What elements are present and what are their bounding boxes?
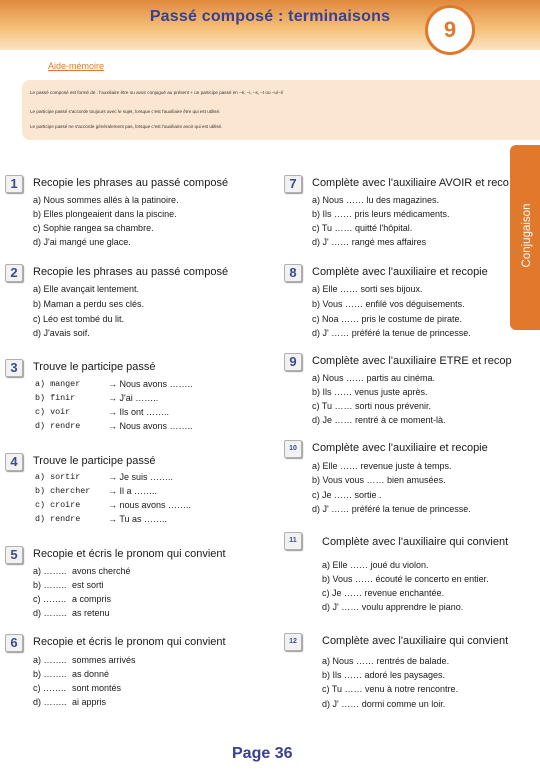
answer-item: → Tu as …….. [108,514,168,524]
verb-item: c) croire [35,500,81,510]
exercise-title-8: Complète avec l'auxiliaire et recopie [312,266,488,278]
verb-phrase: as retenu [72,608,110,618]
exercise-title-11: Complète avec l'auxiliaire qui convient [322,536,509,548]
exercise-line: b) Ils …… pris leurs médicaments. [312,209,450,219]
exercise-line: b) Ils …… venus juste après. [312,387,428,397]
verb-phrase: as donné [72,669,110,679]
answer-item: → Nous avons …….. [108,379,193,389]
exercise-line: a) Nous sommes allés à la patinoire. [33,195,179,205]
exercise-number-12: 12 [284,633,302,651]
exercise-line: a) Nous …… lu des magazines. [312,195,440,205]
verb-item: a) sortir [35,472,81,482]
verb-phrase: sommes arrivés [72,655,136,665]
verb-phrase: est sorti [72,580,104,590]
exercise-title-5: Recopie et écris le pronom qui convient [33,548,226,560]
exercise-line: c) Je …… sortie . [312,490,382,500]
verb-item: a) manger [35,379,81,389]
exercise-line: a) Nous …… rentrés de balade. [322,656,450,666]
verb-item: d) rendre [35,514,81,524]
exercise-line: a) Elle avançait lentement. [33,284,140,294]
memo-box [22,80,540,140]
exercise-line: a) Elle …… joué du violon. [322,560,429,570]
exercise-line: b) Vous vous …… bien amusées. [312,475,446,485]
exercise-line: c) Tu …… quitté l'hôpital. [312,223,413,233]
exercise-line: c) Sophie rangea sa chambre. [33,223,154,233]
chapter-number-badge: 9 [425,5,475,55]
exercise-line: c) Tu …… venu à notre rencontre. [322,684,459,694]
exercise-line: a) Elle …… revenue juste à temps. [312,461,452,471]
page-title: Passé composé : terminaisons [149,8,391,25]
exercise-line: c) Léo est tombé du lit. [33,314,125,324]
blank-item: c) …….. [33,594,66,604]
exercise-line: d) J' …… rangé mes affaires [312,237,427,247]
blank-item: b) …….. [33,580,67,590]
exercise-line: b) Elles plongeaient dans la piscine. [33,209,177,219]
exercise-line: a) Elle …… sorti ses bijoux. [312,284,423,294]
exercise-title-9: Complète avec l'auxiliaire ETRE et recop [312,355,512,367]
exercise-number-7: 7 [284,175,302,193]
exercise-number-1: 1 [5,175,23,193]
exercise-line: d) J' …… préféré la tenue de princesse. [312,504,471,514]
page-number: Page 36 [232,745,293,762]
exercise-line: d) J' …… dormi comme un loir. [322,699,446,709]
exercise-line: a) Nous …… partis au cinéma. [312,373,436,383]
exercise-number-3: 3 [5,359,23,377]
exercise-line: c) Tu …… sorti nous prévenir. [312,401,432,411]
blank-item: a) …….. [33,566,67,576]
exercise-number-4: 4 [5,453,23,471]
exercise-title-12: Complète avec l'auxiliaire qui convient [322,635,509,647]
memo-line: Le passé composé est formé de : l'auxiliaire être ou avoir conjugué au présent + un participe passé en –é, –i, –s, –t ou –u/–i/ [30,90,284,95]
exercise-line: c) Je …… revenue enchantée. [322,588,445,598]
exercise-number-2: 2 [5,264,23,282]
memo-title: Aide-mémoire [48,61,105,71]
exercise-title-1: Recopie les phrases au passé composé [33,177,229,189]
verb-phrase: ai appris [72,697,107,707]
exercise-line: d) J' …… préféré la tenue de princesse. [312,328,471,338]
answer-item: → Ils ont …….. [108,407,170,417]
exercise-line: b) Vous …… enfilé vos déguisements. [312,299,465,309]
exercise-title-7: Complète avec l'auxiliaire AVOIR et reco [312,177,509,189]
memo-line: Le participe passé s'accorde toujours avec le sujet, lorsque c'est l'auxiliaire être qui est utilisé. [30,109,221,114]
answer-item: → J'ai …….. [108,393,159,403]
answer-item: → Il a …….. [108,486,158,496]
exercise-number-10: 10 [284,440,302,458]
exercise-line: d) J'ai mangé une glace. [33,237,131,247]
verb-item: b) finir [35,393,76,403]
verb-item: b) chercher [35,486,91,496]
exercise-line: d) J' …… voulu apprendre le piano. [322,602,464,612]
exercise-number-11: 11 [284,532,302,550]
answer-item: → nous avons …….. [108,500,192,510]
verb-phrase: avons cherché [72,566,131,576]
blank-item: d) …….. [33,697,67,707]
side-tab-label: Conjugaison [521,203,533,268]
side-tab [510,145,540,330]
verb-item: c) voir [35,407,71,417]
answer-item: → Je suis …….. [108,472,174,482]
verb-item: d) rendre [35,421,81,431]
exercise-number-6: 6 [5,634,23,652]
exercise-title-6: Recopie et écris le pronom qui convient [33,636,226,648]
exercise-line: b) Vous …… écouté le concerto en entier. [322,574,489,584]
exercise-line: b) Maman a perdu ses clés. [33,299,145,309]
exercise-title-3: Trouve le participe passé [33,361,156,373]
blank-item: d) …….. [33,608,67,618]
exercise-number-5: 5 [5,546,23,564]
exercise-line: c) Noa …… pris le costume de pirate. [312,314,463,324]
exercise-title-2: Recopie les phrases au passé composé [33,266,229,278]
exercise-number-8: 8 [284,264,302,282]
blank-item: b) …….. [33,669,67,679]
verb-phrase: a compris [72,594,112,604]
exercise-title-4: Trouve le participe passé [33,455,156,467]
blank-item: c) …….. [33,683,66,693]
exercise-number-9: 9 [284,353,302,371]
answer-item: → Nous avons …….. [108,421,193,431]
blank-item: a) …….. [33,655,67,665]
memo-line: Le participe passé ne s'accorde généralement pas, lorsque c'est l'auxiliaire avoir qui est utilisé. [30,124,223,129]
exercise-line: b) Ils …… adoré les paysages. [322,670,446,680]
exercise-title-10: Complète avec l'auxiliaire et recopie [312,442,488,454]
exercise-line: d) Je …… rentré à ce moment-là. [312,415,446,425]
verb-phrase: sont montés [72,683,122,693]
exercise-line: d) J'avais soif. [33,328,90,338]
